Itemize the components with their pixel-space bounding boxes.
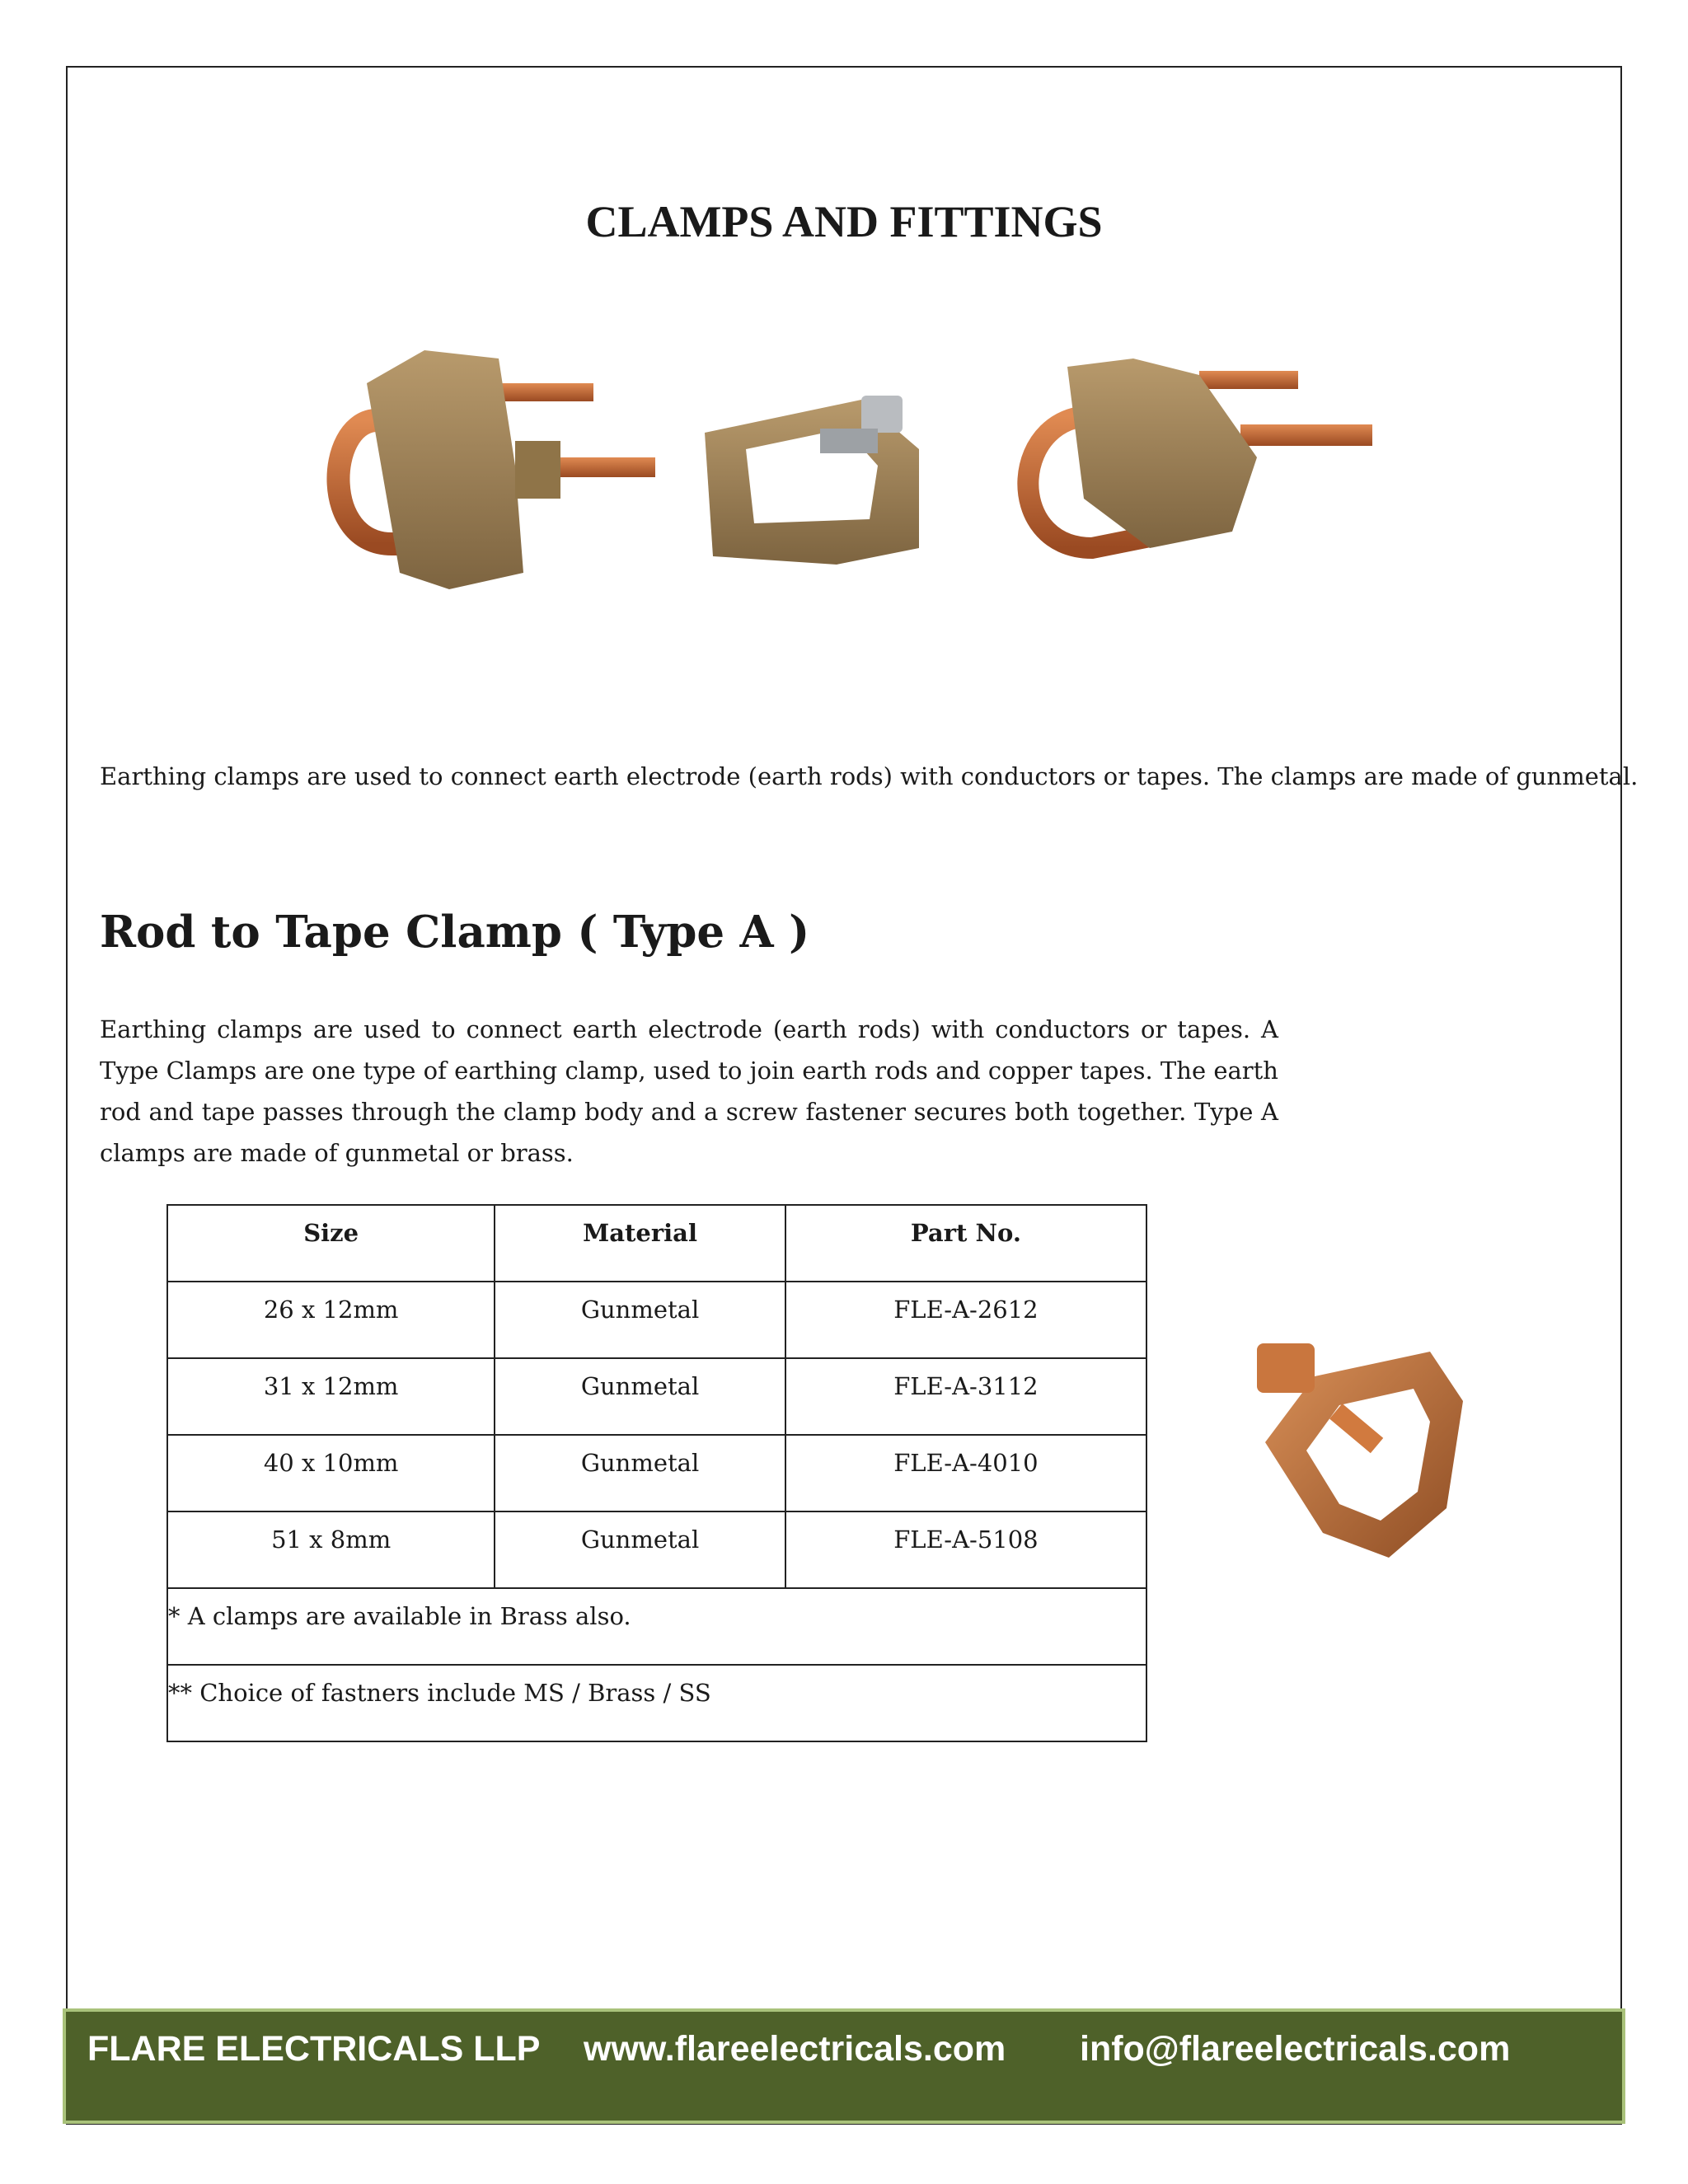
table-row <box>167 1358 1146 1435</box>
cell-material: Gunmetal <box>495 1511 785 1588</box>
type-a-clamp-photo <box>1249 1327 1471 1574</box>
cell-size: 26 x 12mm <box>167 1282 495 1358</box>
cell-material: Gunmetal <box>495 1282 785 1358</box>
u-bolt-clamp-photo-1 <box>338 350 655 589</box>
table-header-row <box>167 1205 1146 1282</box>
note-fasteners: ** Choice of fastners include MS / Brass / SS <box>167 1665 1146 1741</box>
header-part-no: Part No. <box>785 1205 1146 1282</box>
section-description: Earthing clamps are used to connect earth electrode (earth rods) with conductors or tapes. A Type Clamps are one type of earthing clamp, used to join earth rods and copper tapes. The earth rod and tape passes through the clamp body and a screw fastener secures both together. Type A clamps are made of gunmetal or brass. <box>100 1015 1278 1167</box>
cell-size: 40 x 10mm <box>167 1435 495 1511</box>
cell-part-no: FLE-A-5108 <box>785 1511 1146 1588</box>
footer-email-link[interactable]: info@flareelectricals.com <box>1080 2029 1511 2069</box>
clamp-photos <box>326 334 1372 598</box>
intro-text: Earthing clamps are used to connect earth electrode (earth rods) with conductors or tapes. The clamps are made of gunmetal. <box>100 762 1639 790</box>
cell-part-no: FLE-A-2612 <box>785 1282 1146 1358</box>
cell-size: 31 x 12mm <box>167 1358 495 1435</box>
cell-material: Gunmetal <box>495 1435 785 1511</box>
cell-part-no: FLE-A-4010 <box>785 1435 1146 1511</box>
footer-company: FLARE ELECTRICALS LLP <box>87 2029 541 2069</box>
table-row <box>167 1511 1146 1588</box>
table-row <box>167 1282 1146 1358</box>
table-row <box>167 1435 1146 1511</box>
spec-table <box>166 1204 1147 1742</box>
footer-website-link[interactable]: www.flareelectricals.com <box>584 2029 1006 2069</box>
table-note-row <box>167 1588 1146 1665</box>
header-material: Material <box>495 1205 785 1282</box>
cell-material: Gunmetal <box>495 1358 785 1435</box>
table-note-row <box>167 1665 1146 1741</box>
page-title: CLAMPS AND FITTINGS <box>585 197 1103 246</box>
cell-size: 51 x 8mm <box>167 1511 495 1588</box>
header-size: Size <box>167 1205 495 1282</box>
note-brass: * A clamps are available in Brass also. <box>167 1588 1146 1665</box>
u-bolt-clamp-photo-2 <box>1028 359 1372 548</box>
v-clamp-photo <box>705 396 919 565</box>
cell-part-no: FLE-A-3112 <box>785 1358 1146 1435</box>
section-title: Rod to Tape Clamp ( Type A ) <box>100 907 810 958</box>
